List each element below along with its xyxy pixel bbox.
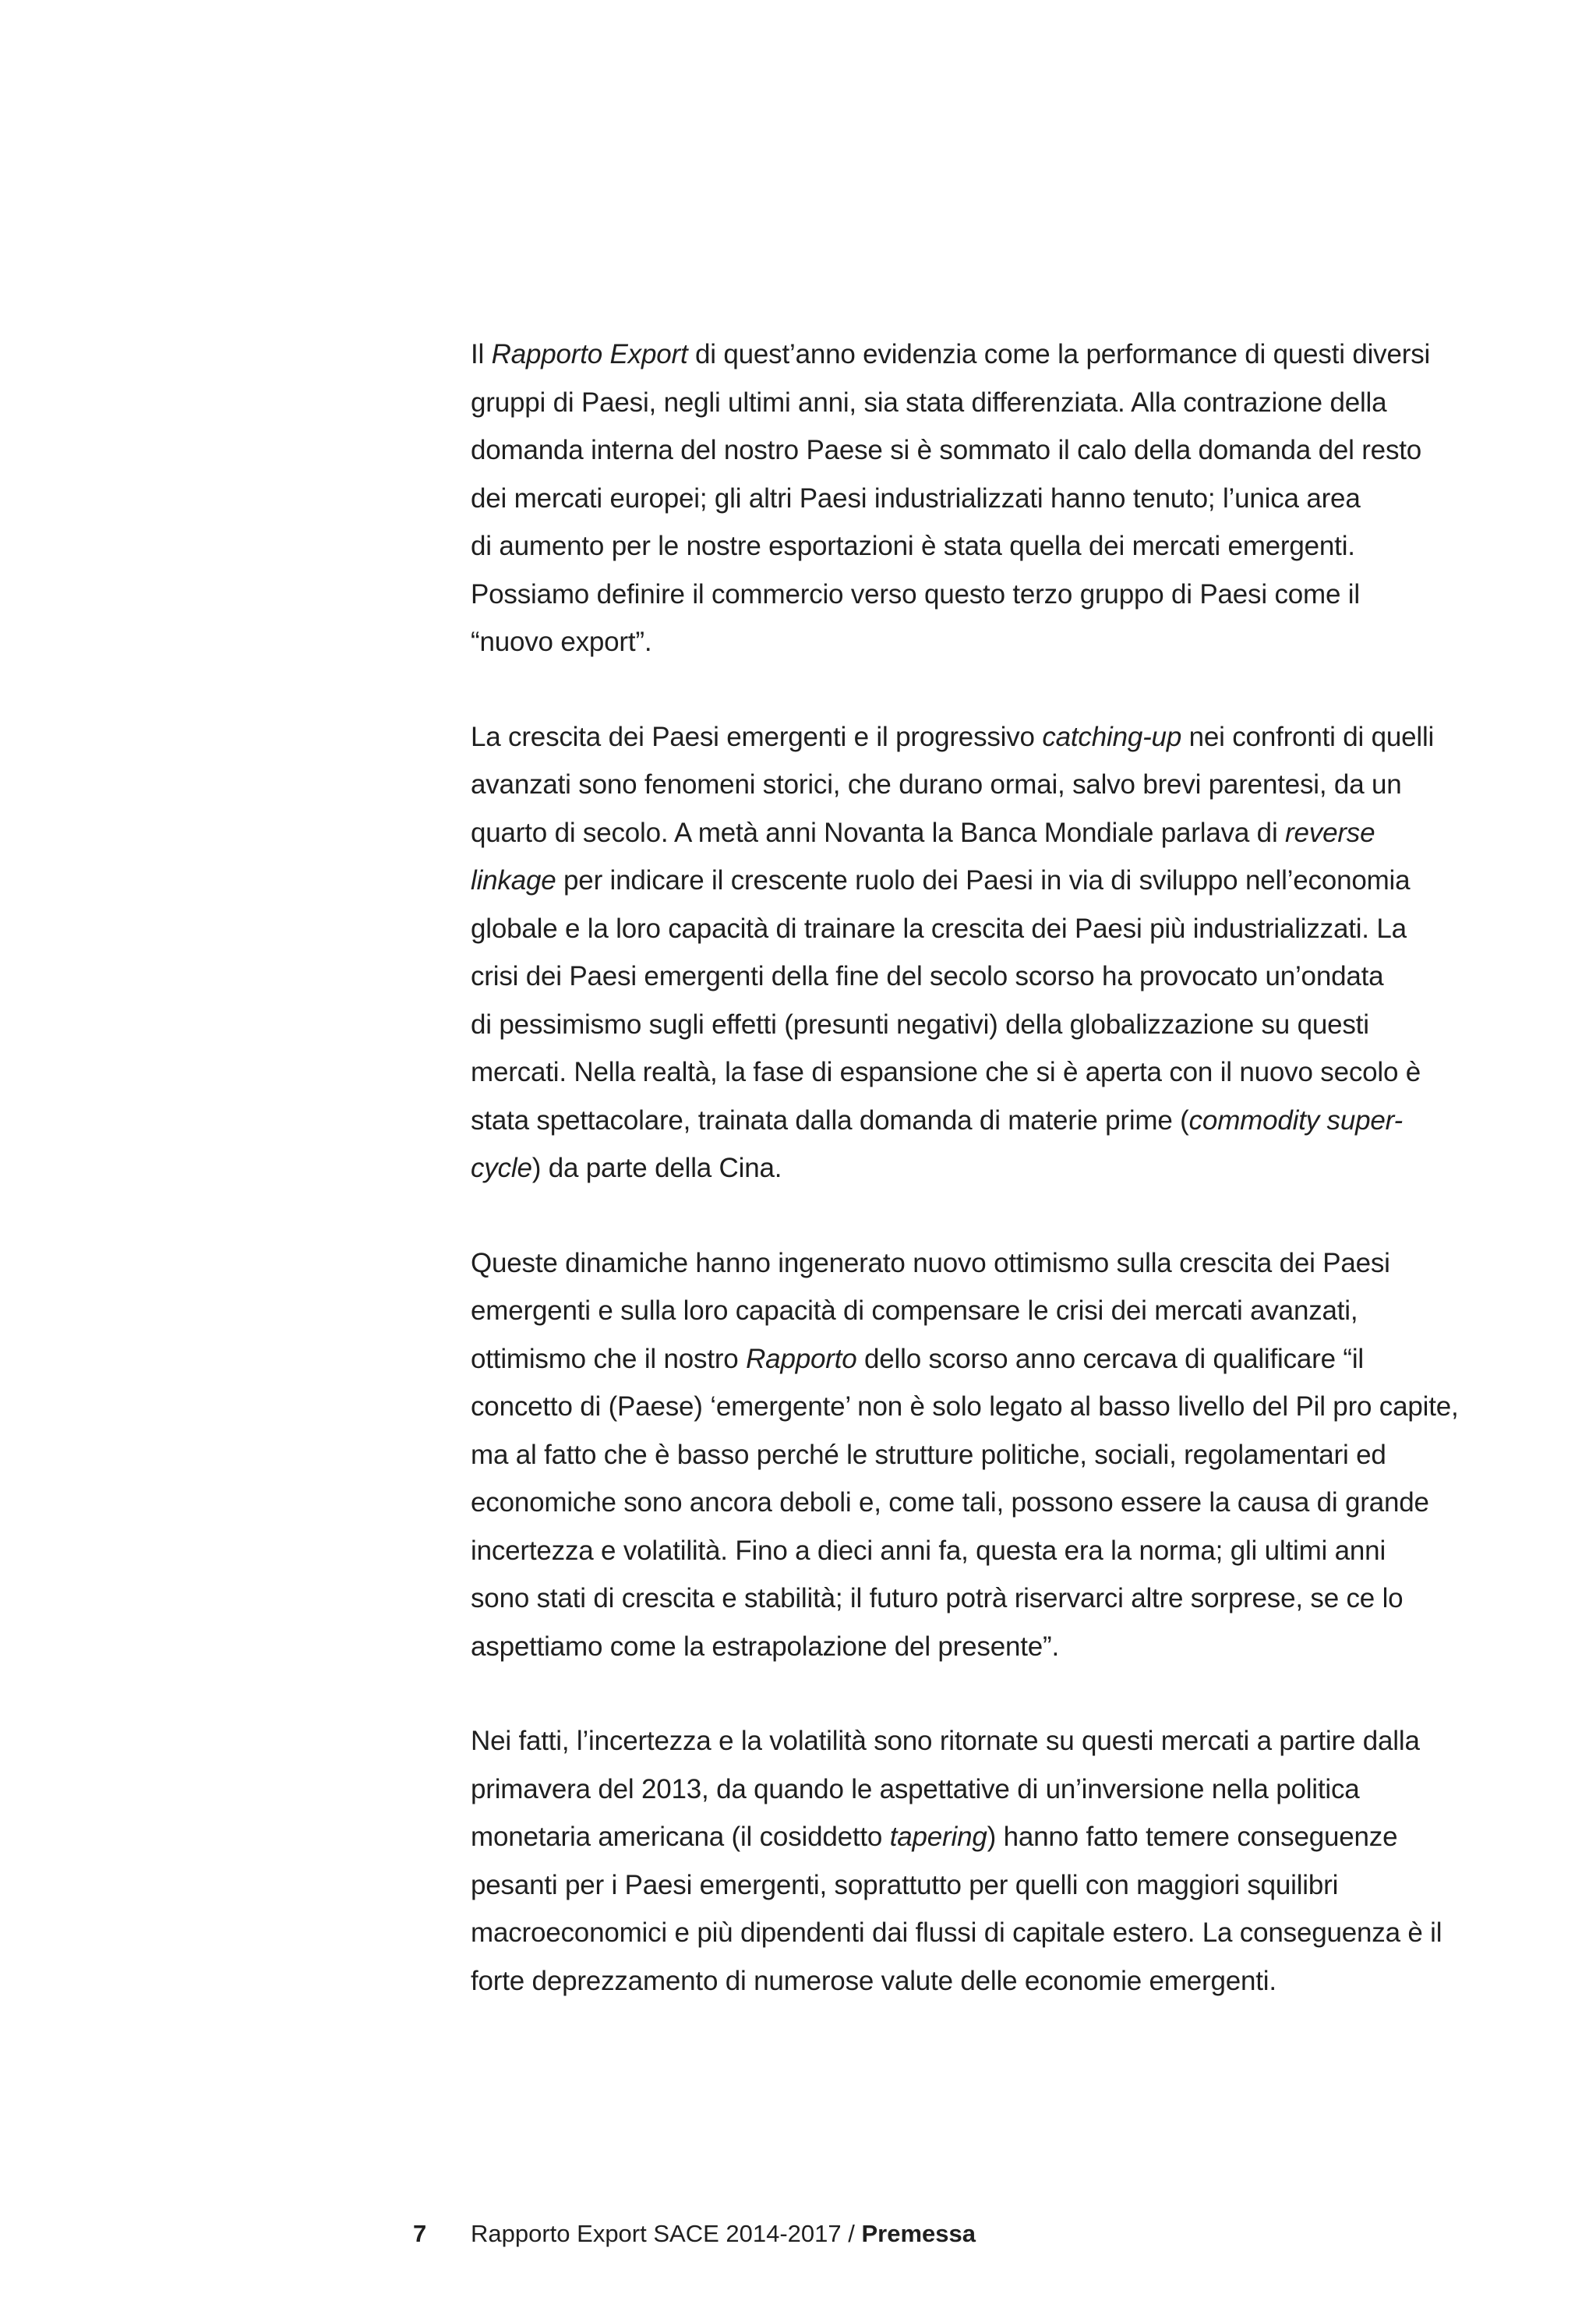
text-run: avanzati sono fenomeni storici, che durano ormai, salvo brevi parentesi, da un — [471, 769, 1402, 800]
text-line — [471, 713, 1476, 762]
text-run: “nuovo export”. — [471, 627, 652, 657]
text-run: ottimismo che il nostro — [471, 1343, 747, 1374]
text-line — [471, 1527, 1476, 1575]
text-run: stata spettacolare, trainata dalla domanda di materie prime ( — [471, 1104, 1189, 1136]
text-run: Possiamo definire il commercio verso questo terzo gruppo di Paesi come il — [471, 578, 1360, 610]
italic-text: reverse — [1285, 817, 1375, 848]
italic-text: tapering — [889, 1822, 987, 1852]
text-run: ma al fatto che è basso perché le strutture politiche, sociali, regolamentari ed — [471, 1439, 1386, 1470]
section-name: Premessa — [861, 2220, 976, 2247]
text-line — [471, 1335, 1476, 1384]
paragraph — [471, 330, 1476, 666]
text-run: pesanti per i Paesi emergenti, soprattutto per quelli con maggiori squilibri — [471, 1869, 1339, 1900]
text-line — [471, 1144, 1476, 1193]
text-line — [471, 1001, 1476, 1049]
text-run: emergenti e sulla loro capacità di compensare le crisi dei mercati avanzati, — [471, 1295, 1358, 1326]
text-run: Il — [471, 339, 492, 369]
text-line — [471, 1765, 1476, 1814]
text-line — [471, 571, 1476, 619]
text-line — [471, 426, 1476, 475]
text-line — [471, 330, 1476, 379]
text-line — [471, 522, 1476, 571]
italic-text: cycle — [471, 1153, 532, 1183]
text-line — [471, 1287, 1476, 1335]
text-run: dei mercati europei; gli altri Paesi industrializzati hanno tenuto; l’unica area — [471, 482, 1361, 514]
text-line — [471, 905, 1476, 953]
text-run: La crescita dei Paesi emergenti e il progressivo — [471, 721, 1043, 752]
text-run: di pessimismo sugli effetti (presunti negativi) della globalizzazione su questi — [471, 1009, 1369, 1040]
text-run: gruppi di Paesi, negli ultimi anni, sia stata differenziata. Alla contrazione della — [471, 387, 1387, 418]
text-run: Nei fatti, l’incertezza e la volatilità sono ritornate su questi mercati a partire dalla — [471, 1726, 1420, 1756]
text-run: forte deprezzamento di numerose valute delle economie emergenti. — [471, 1965, 1276, 1996]
text-run: di quest’anno evidenzia come la performance di questi diversi — [687, 339, 1431, 369]
text-line — [471, 1717, 1476, 1765]
italic-text: linkage — [471, 865, 556, 896]
text-line — [471, 618, 1476, 666]
text-line — [471, 1575, 1476, 1623]
text-line — [471, 952, 1476, 1001]
text-run: domanda interna del nostro Paese si è sommato il calo della domanda del resto — [471, 435, 1422, 465]
text-run: sono stati di crescita e stabilità; il futuro potrà riservarci altre sorprese, se ce lo — [471, 1583, 1404, 1613]
running-title — [471, 2214, 976, 2253]
text-run: per indicare il crescente ruolo dei Paesi in via di sviluppo nell’economia — [556, 865, 1411, 896]
text-line — [471, 379, 1476, 427]
paragraph — [471, 1717, 1476, 2005]
text-line — [471, 1861, 1476, 1910]
text-line — [471, 1909, 1476, 1957]
italic-text: Rapporto — [746, 1343, 857, 1374]
text-line — [471, 1239, 1476, 1288]
text-line — [471, 1479, 1476, 1527]
text-line — [471, 1813, 1476, 1861]
text-line — [471, 1097, 1476, 1145]
text-run: macroeconomici e più dipendenti dai flussi di capitale estero. La conseguenza è il — [471, 1917, 1442, 1948]
text-run: concetto di (Paese) ‘emergente’ non è solo legato al basso livello del Pil pro capite, — [471, 1391, 1459, 1422]
text-line — [471, 1383, 1476, 1431]
text-run: quarto di secolo. A metà anni Novanta la Banca Mondiale parlava di — [471, 817, 1286, 848]
text-run: di aumento per le nostre esportazioni è stata quella dei mercati emergenti. — [471, 531, 1355, 561]
running-title-text: Rapporto Export SACE 2014-2017 / — [471, 2220, 862, 2247]
text-run: incertezza e volatilità. Fino a dieci anni fa, questa era la norma; gli ultimi anni — [471, 1535, 1386, 1566]
text-run: primavera del 2013, da quando le aspettative di un’inversione nella politica — [471, 1773, 1360, 1804]
text-run: nei confronti di quelli — [1181, 721, 1435, 752]
text-run: crisi dei Paesi emergenti della fine del secolo scorso ha provocato un’ondata — [471, 961, 1384, 991]
paragraph — [471, 713, 1476, 1193]
page-footer — [0, 2214, 1596, 2253]
italic-text: catching-up — [1042, 721, 1182, 752]
text-run: economiche sono ancora deboli e, come tali, possono essere la causa di grande — [471, 1487, 1429, 1518]
text-line — [471, 1957, 1476, 2006]
text-line — [471, 475, 1476, 523]
italic-text: commodity super- — [1188, 1104, 1403, 1136]
text-line — [471, 1048, 1476, 1097]
text-line — [471, 857, 1476, 905]
text-line — [471, 809, 1476, 857]
text-run: ) da parte della Cina. — [531, 1153, 782, 1183]
text-run: dello scorso anno cercava di qualificare “il — [856, 1343, 1364, 1374]
text-run: globale e la loro capacità di trainare la crescita dei Paesi più industrializzati. La — [471, 913, 1407, 944]
italic-text: Rapporto Export — [491, 339, 688, 369]
text-run: Queste dinamiche hanno ingenerato nuovo ottimismo sulla crescita dei Paesi — [471, 1247, 1390, 1278]
text-line — [471, 1431, 1476, 1479]
text-line — [471, 1623, 1476, 1671]
body-text — [471, 330, 1476, 2052]
text-run: monetaria americana (il cosiddetto — [471, 1822, 890, 1852]
text-run: ) hanno fatto temere conseguenze — [987, 1822, 1398, 1852]
paragraph — [471, 1239, 1476, 1671]
text-run: mercati. Nella realtà, la fase di espansione che si è aperta con il nuovo secolo è — [471, 1057, 1421, 1087]
text-run: aspettiamo come la estrapolazione del presente”. — [471, 1631, 1059, 1662]
page-number: 7 — [413, 2220, 427, 2247]
text-line — [471, 761, 1476, 809]
